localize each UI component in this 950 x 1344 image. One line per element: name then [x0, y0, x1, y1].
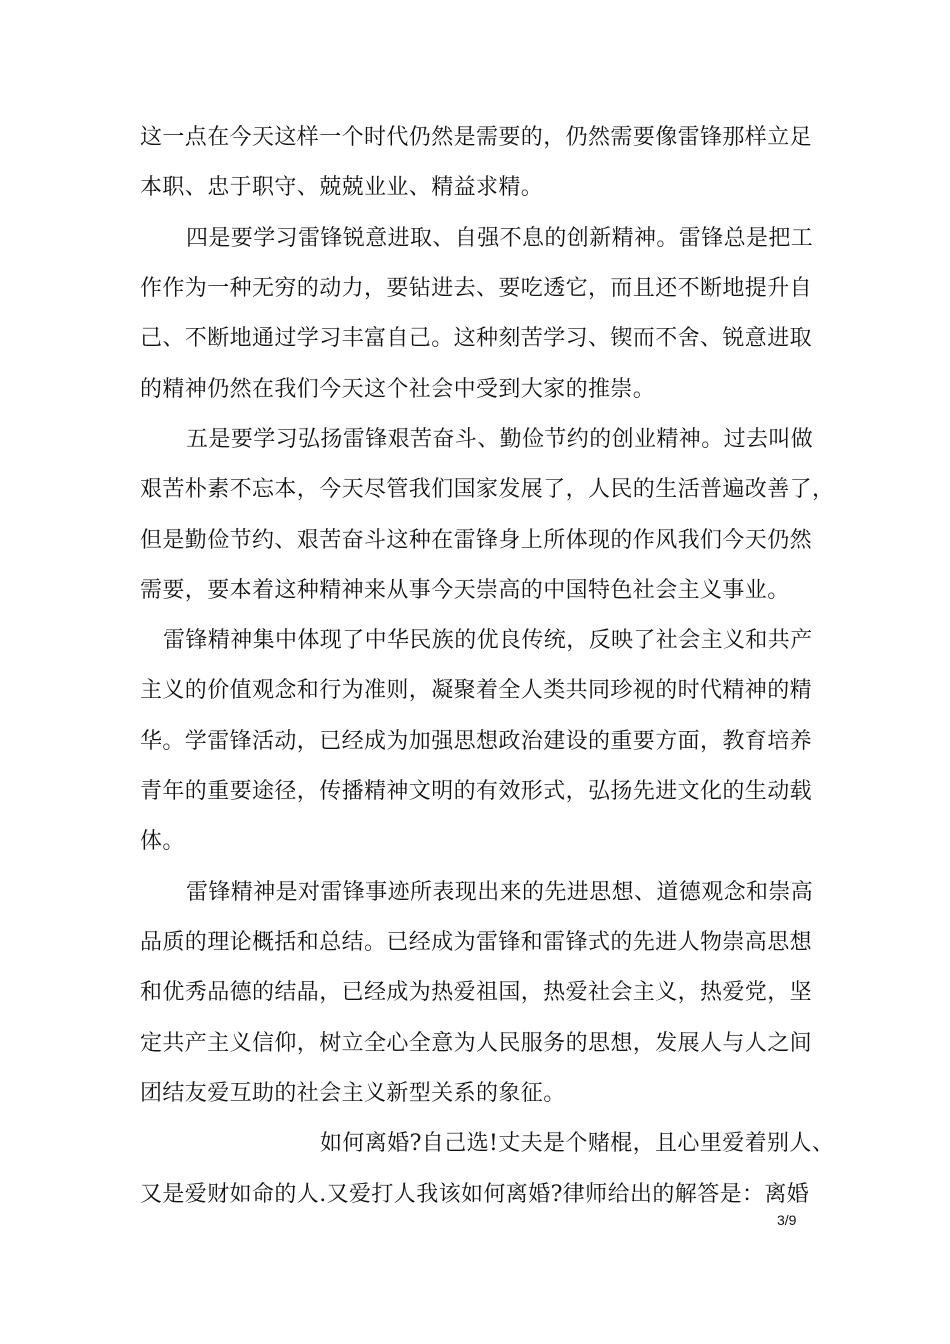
- paragraph-start-line: 如何离婚?自己选!丈夫是个赌棍，且心里爱着别人、: [320, 1131, 835, 1156]
- page-number: 3/9: [777, 1212, 797, 1228]
- text-line: 艰苦朴素不忘本，今天尽管我们国家发展了，人民的生活普遍改善了，: [140, 477, 835, 502]
- text-line: 的精神仍然在我们今天这个社会中受到大家的推崇。: [140, 377, 656, 402]
- text-line: 定共产主义信仰，树立全心全意为人民服务的思想，发展人与人之间: [140, 1031, 813, 1056]
- text-line: 作作为一种无穷的动力，要钻进去、要吃透它，而且还不断地提升自: [140, 276, 813, 301]
- text-line: 团结友爱互助的社会主义新型关系的象征。: [140, 1081, 566, 1106]
- text-line: 本职、忠于职守、兢兢业业、精益求精。: [140, 175, 544, 200]
- text-line: 主义的价值观念和行为准则，凝聚着全人类共同珍视的时代精神的精: [140, 678, 813, 703]
- text-line: 和优秀品德的结晶，已经成为热爱祖国，热爱社会主义，热爱党，坚: [140, 980, 813, 1005]
- paragraph-start-line: 雷锋精神集中体现了中华民族的优良传统，反映了社会主义和共产: [163, 628, 813, 653]
- text-line: 华。学雷锋活动，已经成为加强思想政治建设的重要方面，教育培养: [140, 729, 813, 754]
- text-line: 青年的重要途径，传播精神文明的有效形式，弘扬先进文化的生动载: [140, 779, 813, 804]
- text-line: 这一点在今天这样一个时代仍然是需要的，仍然需要像雷锋那样立足: [140, 125, 813, 150]
- text-line: 品质的理论概括和总结。已经成为雷锋和雷锋式的先进人物崇高思想: [140, 930, 813, 955]
- paragraph-start-line: 雷锋精神是对雷锋事迹所表现出来的先进思想、道德观念和崇高: [186, 880, 814, 905]
- text-line: 需要，要本着这种精神来从事今天崇高的中国特色社会主义事业。: [140, 578, 790, 603]
- paragraph-start-line: 四是要学习雷锋锐意进取、自强不息的创新精神。雷锋总是把工: [186, 226, 814, 251]
- text-line: 又是爱财如命的人.又爱打人我该如何离婚?律师给出的解答是：离婚: [140, 1182, 810, 1207]
- text-line: 己、不断地通过学习丰富自己。这种刻苦学习、锲而不舍、锐意进取: [140, 326, 813, 351]
- text-line: 但是勤俭节约、艰苦奋斗这种在雷锋身上所体现的作风我们今天仍然: [140, 528, 813, 553]
- paragraph-start-line: 五是要学习弘扬雷锋艰苦奋斗、勤俭节约的创业精神。过去叫做: [186, 427, 814, 452]
- text-line: 体。: [140, 829, 185, 854]
